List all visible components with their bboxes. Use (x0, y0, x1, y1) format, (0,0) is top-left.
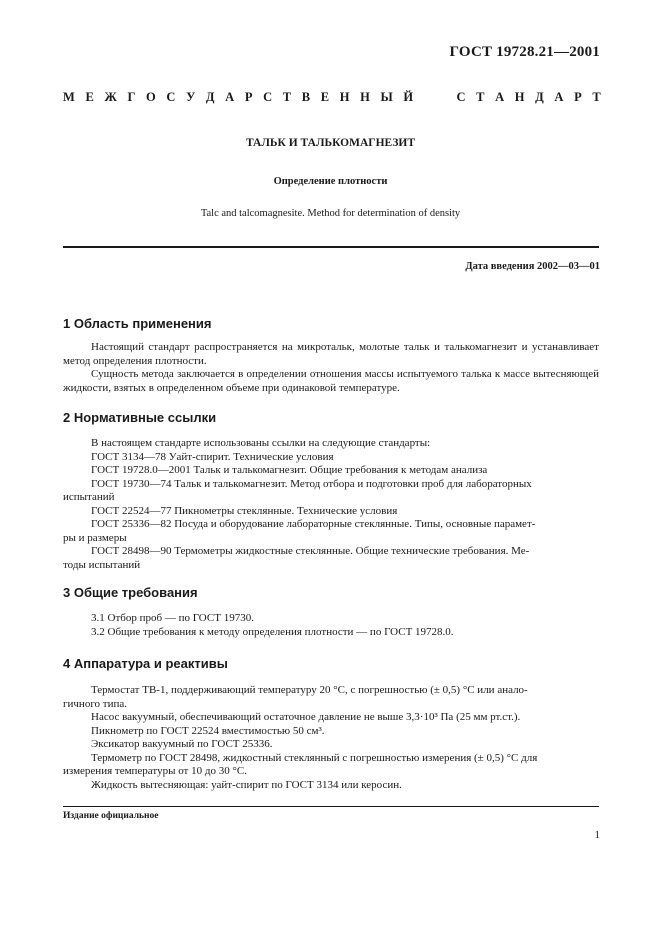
apparatus-line: Термометр по ГОСТ 28498, жидкостный стеклянный с погрешностью измерения (± 0,5) °С для (91, 751, 538, 764)
banner-letter: С (263, 90, 273, 104)
banner-letter: Е (85, 90, 94, 104)
banner-letter: С (456, 90, 466, 104)
document-subtitle: Определение плотности (273, 176, 388, 187)
paragraph: Настоящий стандарт распространяется на микротальк, молотые тальк и талькомагнезит и устанавливает метод определения плотности. (63, 341, 599, 367)
reference-line: ГОСТ 3134—78 Уайт-спирит. Технические условия (91, 450, 334, 463)
reference-line: ГОСТ 25336—82 Посуда и оборудование лабораторные стеклянные. Типы, основные парамет- (91, 518, 536, 530)
reference-line: испытаний (63, 491, 115, 503)
section-normative-references (63, 410, 599, 572)
reference-line: ГОСТ 19730—74 Тальк и талькомагнезит. Метод отбора и подготовки проб для лабораторных (91, 477, 532, 490)
banner-letter: Д (535, 90, 544, 104)
banner-letter: Т (282, 90, 292, 104)
banner-letter: А (495, 90, 505, 104)
banner-letter: А (554, 90, 564, 104)
apparatus-line: Термостат ТВ-1, поддерживающий температуру 20 °С, с погрешностью (± 0,5) °С или анало- (91, 684, 528, 696)
introduction-date: Дата введения 2002—03—01 (465, 261, 600, 272)
header-divider (63, 246, 599, 248)
section-apparatus-reagents (63, 656, 599, 792)
banner-letter: В (301, 90, 311, 104)
banner-letter: Ы (380, 90, 393, 104)
reference-line: ГОСТ 19728.0—2001 Тальк и талькомагнезит. Общие требования к методам анализа (91, 464, 488, 476)
reference-line: ГОСТ 28498—90 Термометры жидкостные стеклянные. Общие технические требования. Ме- (91, 545, 530, 557)
banner-letter: Д (205, 90, 215, 104)
section-scope (63, 316, 599, 395)
banner-letter: Т (476, 90, 485, 104)
apparatus-line: гичного типа. (63, 697, 128, 710)
section-heading: 2 Нормативные ссылки (63, 410, 217, 425)
banner-letter: О (146, 90, 156, 104)
section-heading: 4 Аппаратура и реактивы (63, 656, 228, 671)
interstate-standard-banner (63, 90, 601, 105)
banner-letter: Е (320, 90, 330, 104)
banner-letter: Р (244, 90, 253, 104)
reference-line: ры и размеры (63, 531, 127, 544)
paragraph: Сущность метода заключается в определении отношения массы испытуемого талька к массе вытесняющей жидкости, взятых в определенном объеме при одинаковой температуре. (63, 368, 599, 394)
banner-letter: Н (360, 90, 370, 104)
banner-letter: Ж (104, 90, 117, 104)
section-general-requirements (63, 585, 599, 639)
banner-letter: Р (574, 90, 582, 104)
gost-number: ГОСТ 19728.21—2001 (449, 44, 600, 60)
banner-letter: Т (592, 90, 601, 104)
banner-letter: Г (127, 90, 136, 104)
official-edition-label: Издание официальное (63, 811, 159, 821)
banner-letter: У (186, 90, 196, 104)
banner-letter: А (225, 90, 235, 104)
page-number: 1 (594, 829, 600, 841)
banner-letter: С (166, 90, 176, 104)
apparatus-line: Пикнометр по ГОСТ 22524 вместимостью 50 см³. (91, 724, 325, 737)
apparatus-line: Жидкость вытесняющая: уайт-спирит по ГОСТ 3134 или керосин. (91, 778, 402, 791)
document-title: ТАЛЬК И ТАЛЬКОМАГНЕЗИТ (245, 137, 416, 149)
footer-divider (63, 806, 599, 807)
requirement-item: 3.2 Общие требования к методу определения плотности — по ГОСТ 19728.0. (91, 625, 454, 638)
reference-line: тоды испытаний (63, 558, 141, 571)
banner-word-gap (424, 90, 446, 105)
apparatus-line: Насос вакуумный, обеспечивающий остаточное давление не выше 3,3·10³ Па (25 мм рт.ст.). (91, 711, 521, 723)
apparatus-line: Эксикатор вакуумный по ГОСТ 25336. (91, 738, 273, 750)
apparatus-line: измерения температуры от 10 до 30 °С. (63, 765, 247, 777)
banner-letter: Й (403, 90, 414, 104)
english-title: Talc and talcomagnesite. Method for determination of density (200, 208, 461, 219)
section-heading: 1 Область применения (63, 316, 212, 331)
banner-letter: М (63, 90, 75, 104)
banner-letter: Н (514, 90, 525, 104)
reference-line: ГОСТ 22524—77 Пикнометры стеклянные. Технические условия (91, 504, 398, 517)
paragraph: В настоящем стандарте использованы ссылки на следующие стандарты: (91, 437, 431, 449)
banner-letter: Н (339, 90, 350, 104)
section-heading: 3 Общие требования (63, 585, 198, 600)
requirement-item: 3.1 Отбор проб — по ГОСТ 19730. (91, 612, 254, 624)
